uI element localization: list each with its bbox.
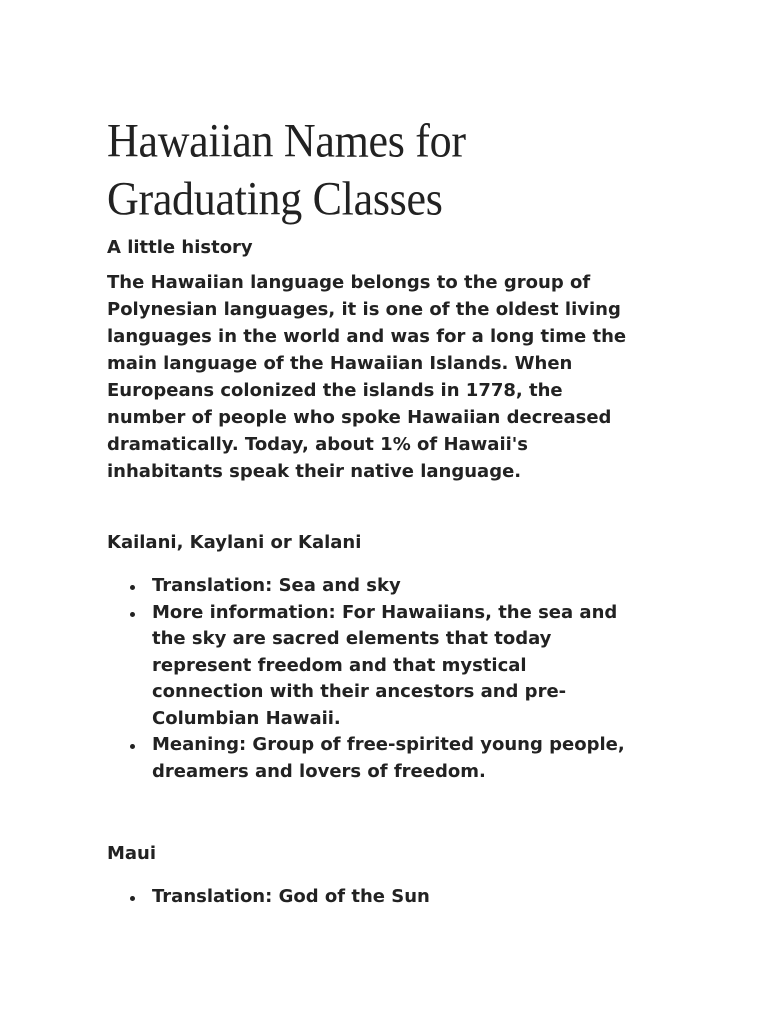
list-item-line: represent freedom and that mystical <box>152 654 527 676</box>
intro-line: main language of the Hawaiian Islands. When <box>107 353 573 374</box>
intro-line: inhabitants speak their native language. <box>107 461 522 482</box>
list-item-line: Columbian Hawaii. <box>152 707 341 729</box>
name-section <box>107 840 667 911</box>
name-section <box>107 529 667 785</box>
bullet-list <box>107 884 667 911</box>
list-item-line: More information: For Hawaiians, the sea and <box>152 601 618 623</box>
section-title: Kailani, Kaylani or Kalani <box>107 532 362 553</box>
intro-line: Europeans colonized the islands in 1778, the <box>107 380 563 401</box>
list-item <box>107 732 652 785</box>
document-title <box>107 112 667 229</box>
list-item-line: Translation: God of the Sun <box>152 886 430 907</box>
bullet-icon <box>130 744 135 749</box>
list-item-line: dreamers and lovers of freedom. <box>152 760 486 782</box>
list-item-line: the sky are sacred elements that today <box>152 628 552 649</box>
bullet-icon <box>130 612 135 617</box>
list-item-line: connection with their ancestors and pre- <box>152 681 567 702</box>
title-line: Graduating Classes <box>107 172 443 226</box>
document-page <box>107 112 667 911</box>
section-title: Maui <box>107 843 157 864</box>
bullet-icon <box>130 896 135 901</box>
bullet-list <box>107 573 667 785</box>
intro-line: languages in the world and was for a long time the <box>107 326 627 347</box>
intro-paragraph <box>107 269 647 485</box>
list-item <box>107 600 652 733</box>
list-item-line: Meaning: Group of free-spirited young people, <box>152 734 625 755</box>
intro-line: number of people who spoke Hawaiian decreased <box>107 407 612 428</box>
intro-line: Polynesian languages, it is one of the oldest living <box>107 299 621 320</box>
list-item <box>107 884 652 911</box>
intro-line: The Hawaiian language belongs to the group of <box>107 272 591 293</box>
bullet-icon <box>130 585 135 590</box>
list-item-line: Translation: Sea and sky <box>152 575 401 596</box>
intro-line: dramatically. Today, about 1% of Hawaii's <box>107 434 529 455</box>
subheading: A little history <box>107 237 253 258</box>
title-line: Hawaiian Names for <box>107 114 466 168</box>
list-item <box>107 573 652 600</box>
